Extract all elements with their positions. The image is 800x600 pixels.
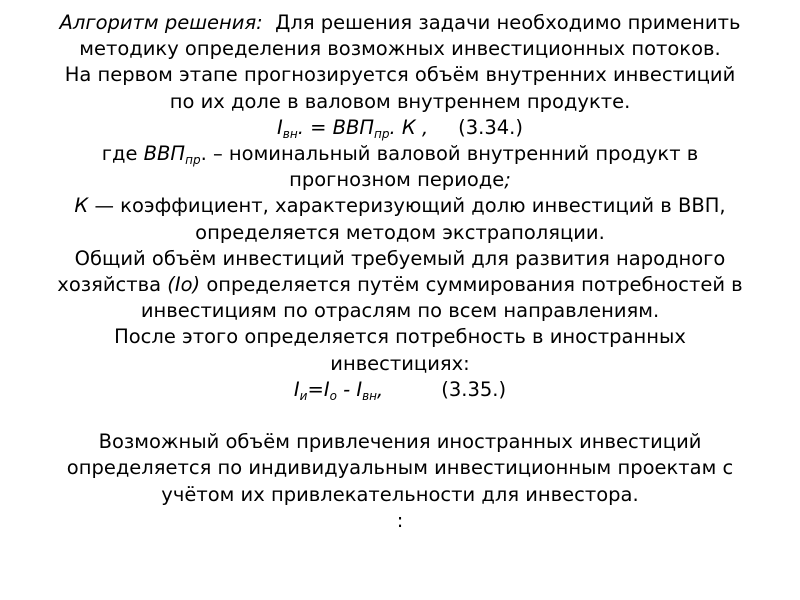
foreign-line-2: инвестициях: (330, 351, 470, 375)
stage1-line-1: На первом этапе прогнозируется объём внутренних инвестиций (64, 63, 736, 87)
formula-number-3-35: (3.35.) (441, 377, 507, 401)
k-definition-line-1 (4, 193, 796, 219)
total-line-2 (4, 272, 796, 298)
formula-ivn: - I (336, 377, 363, 401)
k-definition-line-2: определяется методом экстраполяции. (195, 220, 605, 244)
where-prefix: где (101, 142, 144, 166)
total-line-3: инвестициям по отраслям по всем направлениям. (140, 299, 660, 323)
where-text: . – номинальный валовой внутренний продукт в (200, 142, 699, 166)
where-line-2 (4, 167, 796, 193)
where-line-1 (4, 141, 796, 167)
possible-line-3: учётом их привлекательности для инвестора. (161, 482, 639, 506)
formula-i: I (277, 115, 283, 139)
k-symbol: К (74, 194, 89, 218)
formula-ii-subscript: и (299, 388, 308, 403)
stage1-line-2: по их доле в валовом внутреннем продукте. (169, 89, 631, 113)
k-definition-text: — коэффициент, характеризующий долю инвестиций в ВВП, (88, 194, 726, 218)
io-symbol: (Io) (167, 273, 201, 297)
formula-k: . К , (389, 115, 429, 139)
formula-comma: , (377, 377, 384, 401)
where-vvp-subscript: пр (185, 153, 201, 168)
intro-line-2: методику определения возможных инвестиционных потоков. (79, 37, 721, 61)
formula-vvp: = ВВП (303, 115, 375, 139)
slide-text-block (4, 10, 796, 534)
where-semicolon: ; (504, 168, 511, 192)
total-line-1: Общий объём инвестиций требуемый для развития народного (74, 246, 726, 270)
formula-3-34 (4, 115, 796, 141)
foreign-line-1: После этого определяется потребность в иностранных (114, 325, 686, 349)
formula-io: =I (307, 377, 330, 401)
total-text-a: хозяйства (57, 273, 168, 297)
total-text-b: определяется путём суммирования потребностей в (200, 273, 743, 297)
formula-number-3-34: (3.34.) (458, 115, 523, 139)
formula-io-subscript: о (329, 388, 337, 403)
intro-line-1 (4, 10, 796, 36)
formula-ivn-subscript: вн (362, 388, 378, 403)
where-vvp: ВВП (143, 142, 186, 166)
intro-text-1: Для решения задачи необходимо применить (275, 11, 741, 34)
possible-line-1: Возможный объём привлечения иностранных инвестиций (98, 430, 702, 454)
formula-vvp-subscript: пр (374, 126, 390, 141)
formula-3-35 (4, 377, 796, 403)
possible-line-2: определяется по индивидуальным инвестиционным проектам с (66, 456, 734, 480)
formula-dot: . (297, 115, 304, 139)
where-period: прогнозном периоде (289, 168, 505, 192)
algorithm-lead: Алгоритм решения: (59, 11, 263, 34)
formula-i-subscript: вн (282, 126, 298, 141)
possible-line-4: : (396, 508, 404, 532)
blank-line (4, 403, 796, 429)
formula-ii: I (293, 377, 300, 401)
